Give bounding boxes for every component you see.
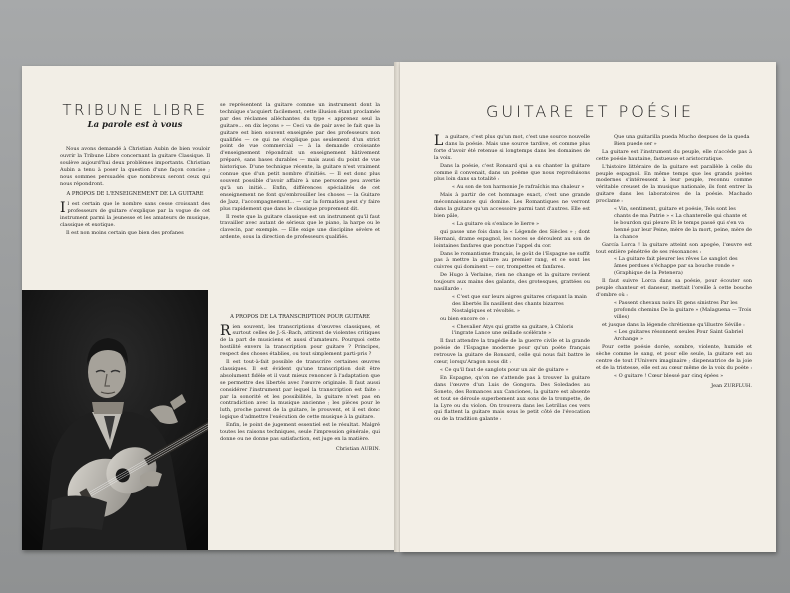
intro-paragraph: Nous avons demandé à Christian Aubin de bien vouloir ouvrir la Tribune Libre concernant la guitare Classique. Il soulève aujourd'hui deux problèmes importants. Christian Aubin a tenu à poser la question d'une façon concise ; nous sommes persuadés que nombreux seront ceux qui nous répondront. <box>60 146 210 187</box>
left-column-2 <box>220 102 380 242</box>
paragraph-ronsard: Dans la poésie, c'est Ronsard qui a su chanter la guitare comme il convenait, dans un poème que nous reproduisons plus loin dans sa totalité : <box>434 162 590 183</box>
left-column-1 <box>60 146 210 237</box>
quote-gabriel: « Les guitares résonnent seules Pour Saint Gabriel Archange » <box>614 329 744 343</box>
quote-sanglots: « Ce qu'il faut de sanglots pour un air de guitare » <box>440 367 569 373</box>
page-subtitle: La parole est à vous <box>87 120 183 130</box>
quote-lierre: « La guitare où s'enlace le lierre » <box>452 220 540 227</box>
paragraph-source: a guitare, c'est plus qu'un mot, c'est une source nouvelle dans la poésie. Mais une source tardive, et comme plus forte d'avoir été retenue si longtemps dans les domaines de la voix. <box>434 134 590 161</box>
paragraph-gongora: En Espagne, qu'on ne s'attende pas à trouver la guitare dans l'œuvre d'un Luis de Gongora. Des Soledades au Soneto, des Romances aux Canciones, la guitare est absente et tout se déroule superbement aux sons de la trompette, de la Lyre ou du violon. On trouvera dans les Letrillas ces vers qui flattent la guitare mais sous le petit côté de l'évocation ou de la tradition galante : <box>434 374 590 423</box>
guitarist-photo <box>22 290 208 550</box>
article-title: GUITARE ET POÉSIE <box>486 102 694 121</box>
paragraph-illusion: se représentent la guitare comme un instrument dont la technique s'acquiert facilement, cette illusion étant proclamée par des réclames alléchantes du type « apprenez seul la guitare... en dix leçons » — Ceci va de pair avec le fait que la guitare est bien souvent enseignée par des professeurs non qualifiés — ce qui ne s'explique pas seulement d'un strict point de vue commercial — à la demande croissante d'enseignement répondrait un enseignement hâtivement préparé, sans bases durables — mais aussi du point de vue historique. D'une technique récente, la guitare n'est vraiment connue que d'un petit nombre d'initiés. — Il est donc plus souvent possible d'avoir affaire à une personne peu avertie qu'à un initié... Enfin, différences spécialités de cet enseignement ne font qu'embrouiller les choses — la Guitare de Jazz, l'accompagnement... — car la formation peut s'y faire plus rapidement que dans le classique proprement dit. <box>220 102 380 212</box>
paragraph-ou-bien: ou bien encore ce : <box>440 315 489 322</box>
paragraph-poesie-doree: Pour cette poésie dorée, sombre, violente, humide et sèche comme le sang, et pour elle seule, la guitare est au centre de tout l'Univers imaginaire ; dispensatrice de la joie et de la tristesse, elle est au cœur même de la voix du poète : <box>596 344 753 371</box>
right-page <box>400 62 776 552</box>
section-heading-teaching: A PROPOS DE L'ENSEIGNEMENT DE LA GUITARE <box>66 191 204 198</box>
paragraph-transcription: ien souvent, les transcriptions d'œuvres classiques, et surtout celles de J.-S.-Bach, attirent de violentes critiques de la part de musiciens et aussi d'amateurs. Pourquoi cette hostilité envers la transcription pour guitare ? Principes, respect des choses établies, ou tout simplement parti-pris ? <box>220 323 380 358</box>
right-column-1 <box>434 134 590 424</box>
right-column-2 <box>596 134 752 390</box>
paragraph-aragon: Il faut attendre la tragédie de la guerre civile et la grande poésie de l'Espagne moderne pour qu'un poète français retrouve la guitare de Ronsard, celle qui nous fait battre le cœur, lorsqu'Aragon nous dit : <box>434 338 590 366</box>
paragraph-seville: et jusque dans la légende chrétienne qu'illustre Séville : <box>602 321 745 328</box>
left-page <box>22 66 396 550</box>
dropcap-i: I <box>60 199 66 216</box>
paragraph-lorca: García Lorca ! la guitare atteint son apogée, l'œuvre est tout entière pénétrée de ses résonances : <box>596 241 752 255</box>
quote-guitares: « C'est que sur leurs aigres guitares crispant la main des libertés Ils nasillent des chants bizarres Nostalgiques et révoltés. » <box>452 293 587 314</box>
paragraph-hernani: qui passe une fois dans la « Légende des Siècles » ; dont Hernani, drame espagnol, les noces se déroulent au son de lointaines fanfares que ponctue l'appel du cor. <box>434 228 590 249</box>
quote-atys: « Chevalier Atys qui gratte sa guitare, à Chloris l'ingrate Lance une œillade scélérate » <box>452 323 574 337</box>
page-title: TRIBUNE LIBRE <box>62 101 208 119</box>
dropcap-l: L <box>434 133 444 149</box>
quote-ronsard: « Au son de ton harmonie Je rafraîchis ma chaleur » <box>452 184 585 191</box>
dropcap-r: R <box>220 322 231 339</box>
signature-zurfluh: Jean ZURFLUH. <box>711 382 752 389</box>
signature-aubin: Christian AUBIN. <box>335 445 380 452</box>
paragraph-teaching: l est certain que le nombre sans cesse croissant des professeurs de guitare s'explique par la vogue de cet instrument parmi la jeunesse et les amateurs de musique, classique et exotique. <box>60 200 210 228</box>
guitarist-illustration <box>22 290 208 550</box>
section-heading-transcription: A PROPOS DE LA TRANSCRIPTION POUR GUITARE <box>230 314 370 320</box>
quote-malaguena: « Passent chevaux noirs Et gens sinistres Par les profonds chemins De la guitare » (Malaguena — Trois villes) <box>614 299 752 320</box>
left-column-3 <box>220 310 380 453</box>
paragraph-bouche: Il faut suivre Lorca dans sa poésie, pour écouter son peuple chanteur et danseur, mettait l'oreille à cette bouche d'ombre où : <box>596 278 752 298</box>
quote-machado: « Vin, sentiment, guitare et poésie, Tels sont les chants de ma Patrie » « La chanterelle qui chante et le bourdon qui pleure Et le temps passé qui s'en va henné par leur Peine, mère de la mort, peine, mère de la chance <box>614 206 752 240</box>
paragraph-verlaine: De Hugo à Verlaine, rien ne change et la guitare revient toujours aux mains des galants, des grotesques, grattées ou nasillarde : <box>434 272 590 293</box>
quote-o-guitare: « O guitare ! Cœur blessé par cinq épées » <box>614 372 724 379</box>
paragraph-profanes: Il est non moins certain que bien des profanes <box>66 229 184 236</box>
paragraph-fidelity: Il est tout-à-fait possible de transcrire certaines œuvres classiques. Il est évident qu'une transcription doit être absolument fidèle et il vaut mieux renoncer à l'adaptation que se permettre des libertés avec l'œuvre originale. Il faut aussi considérer l'instrument par lequel la transcription est faite : par la sonorité et les possibilités, la guitare n'est pas en contradiction avec la musique ancienne ; les pièces pour le luth, proche parent de la guitare, le prouvent, et il est donc logique d'admettre l'exécution de cette musique à la guitare. <box>220 359 380 421</box>
quote-petenera: « La guitare fait pleurer les rêves Le sanglot des âmes perdues s'échappe par sa bouche ronde » (Graphique de la Petenera) <box>614 256 738 277</box>
paragraph-romantisme: Dans le romantisme français, le goût de l'Espagne ne suffit pas à mettre la guitare au premier rang, et ce sont les cuivres qui dominent — cor, trompettes et fanfares. <box>434 250 590 271</box>
paragraph-romantics: Mais à partir de cet hommage exact, c'est une grande méconnaissance qui domine. Les Romantiques ne verront dans la guitare qu'un accessoire parmi tant d'autres. Elle est bien pâle, <box>434 192 590 219</box>
paragraph-judgement: Enfin, le point de jugement essentiel est le résultat. Malgré toutes les raisons techniques, seule l'impression générale, qui donne ou ne donne pas satisfaction, est juge en la matière. <box>220 422 380 442</box>
quote-guitarilla: Que una guitarilla pueda Mucho despues de la queda Bien puede ser » <box>614 134 750 147</box>
paragraph-discipline: Il reste que la guitare classique est un instrument qu'il faut travailler avec autant de sérieux que le piano, la harpe ou le clavecin, par exemple. — Elle exige une discipline sévère et ardente, sous la direction de professeurs qualifiés. <box>220 213 380 241</box>
paragraph-histoire: L'histoire littéraire de la guitare est parallèle à celle du peuple espagnol. En même temps que les grands poètes modernes s'intéressent à leur peuple, reconnu comme véritable creuset de la musique nationale, ils font entrer la guitare dans les laboratoires de la poésie. Machado proclame : <box>596 163 752 205</box>
paragraph-peuple: La guitare est l'instrument du peuple, elle n'accède pas à cette poésie hautaine, fastueuse et aristocratique. <box>596 148 752 162</box>
